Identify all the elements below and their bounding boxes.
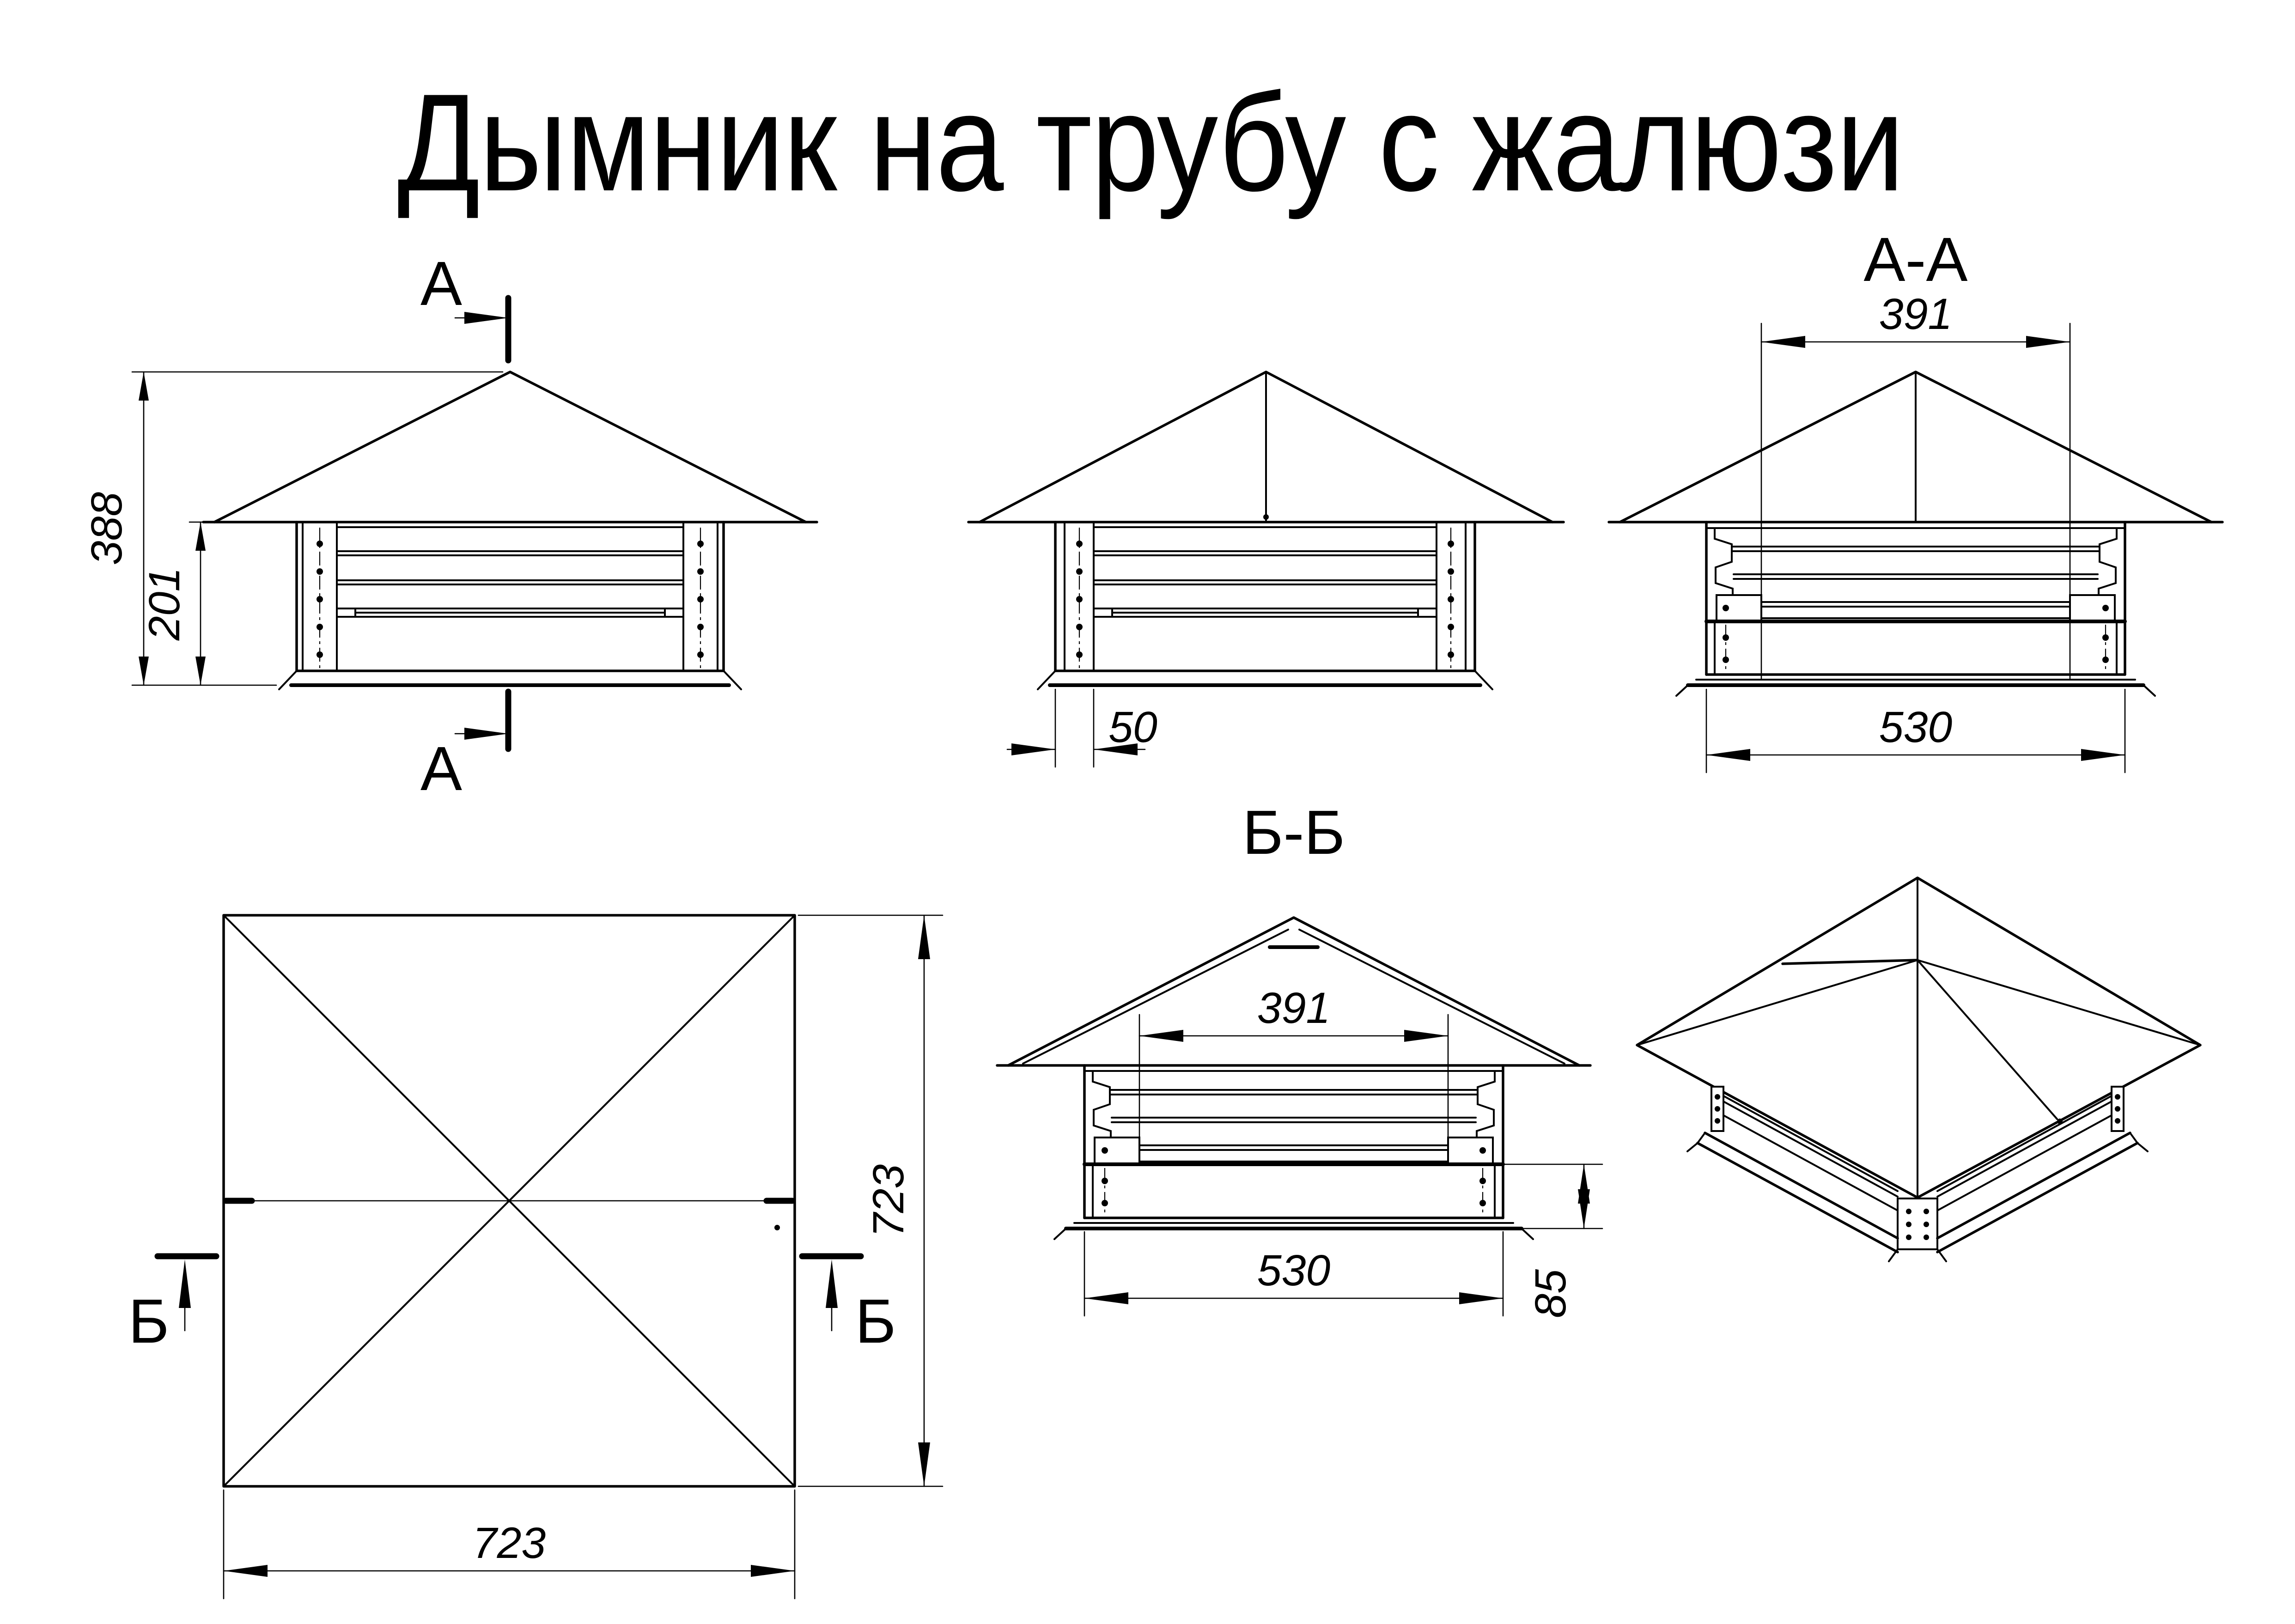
- front-base-flange: [279, 671, 741, 689]
- section-a-marker-top: [420, 249, 508, 360]
- side-roof: [968, 372, 1564, 522]
- view-section-bb: [997, 797, 1602, 1318]
- view-plan: [128, 915, 943, 1599]
- dim-530-bb-text: 530: [1257, 1246, 1331, 1295]
- section-arrow-icon: [464, 312, 508, 324]
- bb-base-flange: [1054, 1218, 1533, 1239]
- aa-walls: [1706, 522, 2125, 675]
- aa-louvers: [1706, 547, 2125, 621]
- view-section-aa: [1609, 225, 2222, 772]
- front-roof: [203, 372, 817, 522]
- section-aa-label: А-А: [1863, 225, 1968, 294]
- dim-530-aa: [1706, 689, 2125, 772]
- dim-201: [140, 522, 299, 685]
- front-body: [297, 522, 724, 671]
- dim-391-aa-text: 391: [1879, 290, 1953, 339]
- plan-outline: [224, 915, 795, 1486]
- front-rivets: [317, 541, 704, 658]
- bb-lower-duct: [1093, 1164, 1495, 1217]
- section-a-letter-top: А: [420, 249, 463, 318]
- dim-723-width: [224, 1490, 795, 1599]
- side-louvers: [1094, 527, 1437, 617]
- roof-seam-dot: [1263, 514, 1269, 520]
- section-arrow-icon: [826, 1259, 838, 1308]
- section-b-letter-left: Б: [128, 1286, 170, 1356]
- aa-lower-duct: [1715, 621, 2117, 674]
- iso-roof: [1637, 878, 2200, 1198]
- section-b-marker-right: [802, 1256, 896, 1356]
- dim-85: [1503, 1164, 1602, 1318]
- view-side: [968, 372, 1564, 767]
- front-louvers: [337, 527, 683, 617]
- dim-50: [1007, 689, 1157, 767]
- section-bb-label: Б-Б: [1242, 797, 1345, 867]
- dim-723-depth-text: 723: [864, 1164, 913, 1238]
- bb-walls: [1084, 1065, 1503, 1218]
- section-b-marker-left: [128, 1256, 216, 1356]
- dim-201-text: 201: [140, 567, 189, 641]
- side-body: [1055, 522, 1475, 671]
- view-front: [82, 249, 817, 803]
- plan-rivet-dot: [774, 1225, 780, 1230]
- side-rivets: [1076, 541, 1454, 658]
- section-arrow-icon: [179, 1259, 191, 1308]
- view-isometric: [1637, 878, 2200, 1261]
- section-arrow-icon: [464, 728, 508, 740]
- side-base-flange: [1038, 671, 1492, 689]
- bb-louvers: [1084, 1090, 1503, 1164]
- dim-723-depth: [798, 915, 943, 1486]
- dim-391-bb-text: 391: [1257, 984, 1331, 1033]
- section-b-letter-right: Б: [855, 1286, 896, 1356]
- aa-base-flange: [1676, 675, 2155, 696]
- aa-roof: [1609, 372, 2222, 528]
- dim-50-text: 50: [1108, 703, 1157, 752]
- dim-723-width-text: 723: [472, 1519, 546, 1568]
- dim-85-text: 85: [1526, 1269, 1575, 1318]
- drawing-title: Дымник на трубу с жалюзи: [397, 65, 2107, 220]
- section-a-letter-bottom: А: [420, 734, 463, 803]
- dim-530-aa-text: 530: [1879, 703, 1953, 752]
- section-a-marker-bottom: [420, 692, 508, 803]
- dim-530-bb: [1084, 1232, 1503, 1316]
- dim-388-text: 388: [82, 492, 131, 566]
